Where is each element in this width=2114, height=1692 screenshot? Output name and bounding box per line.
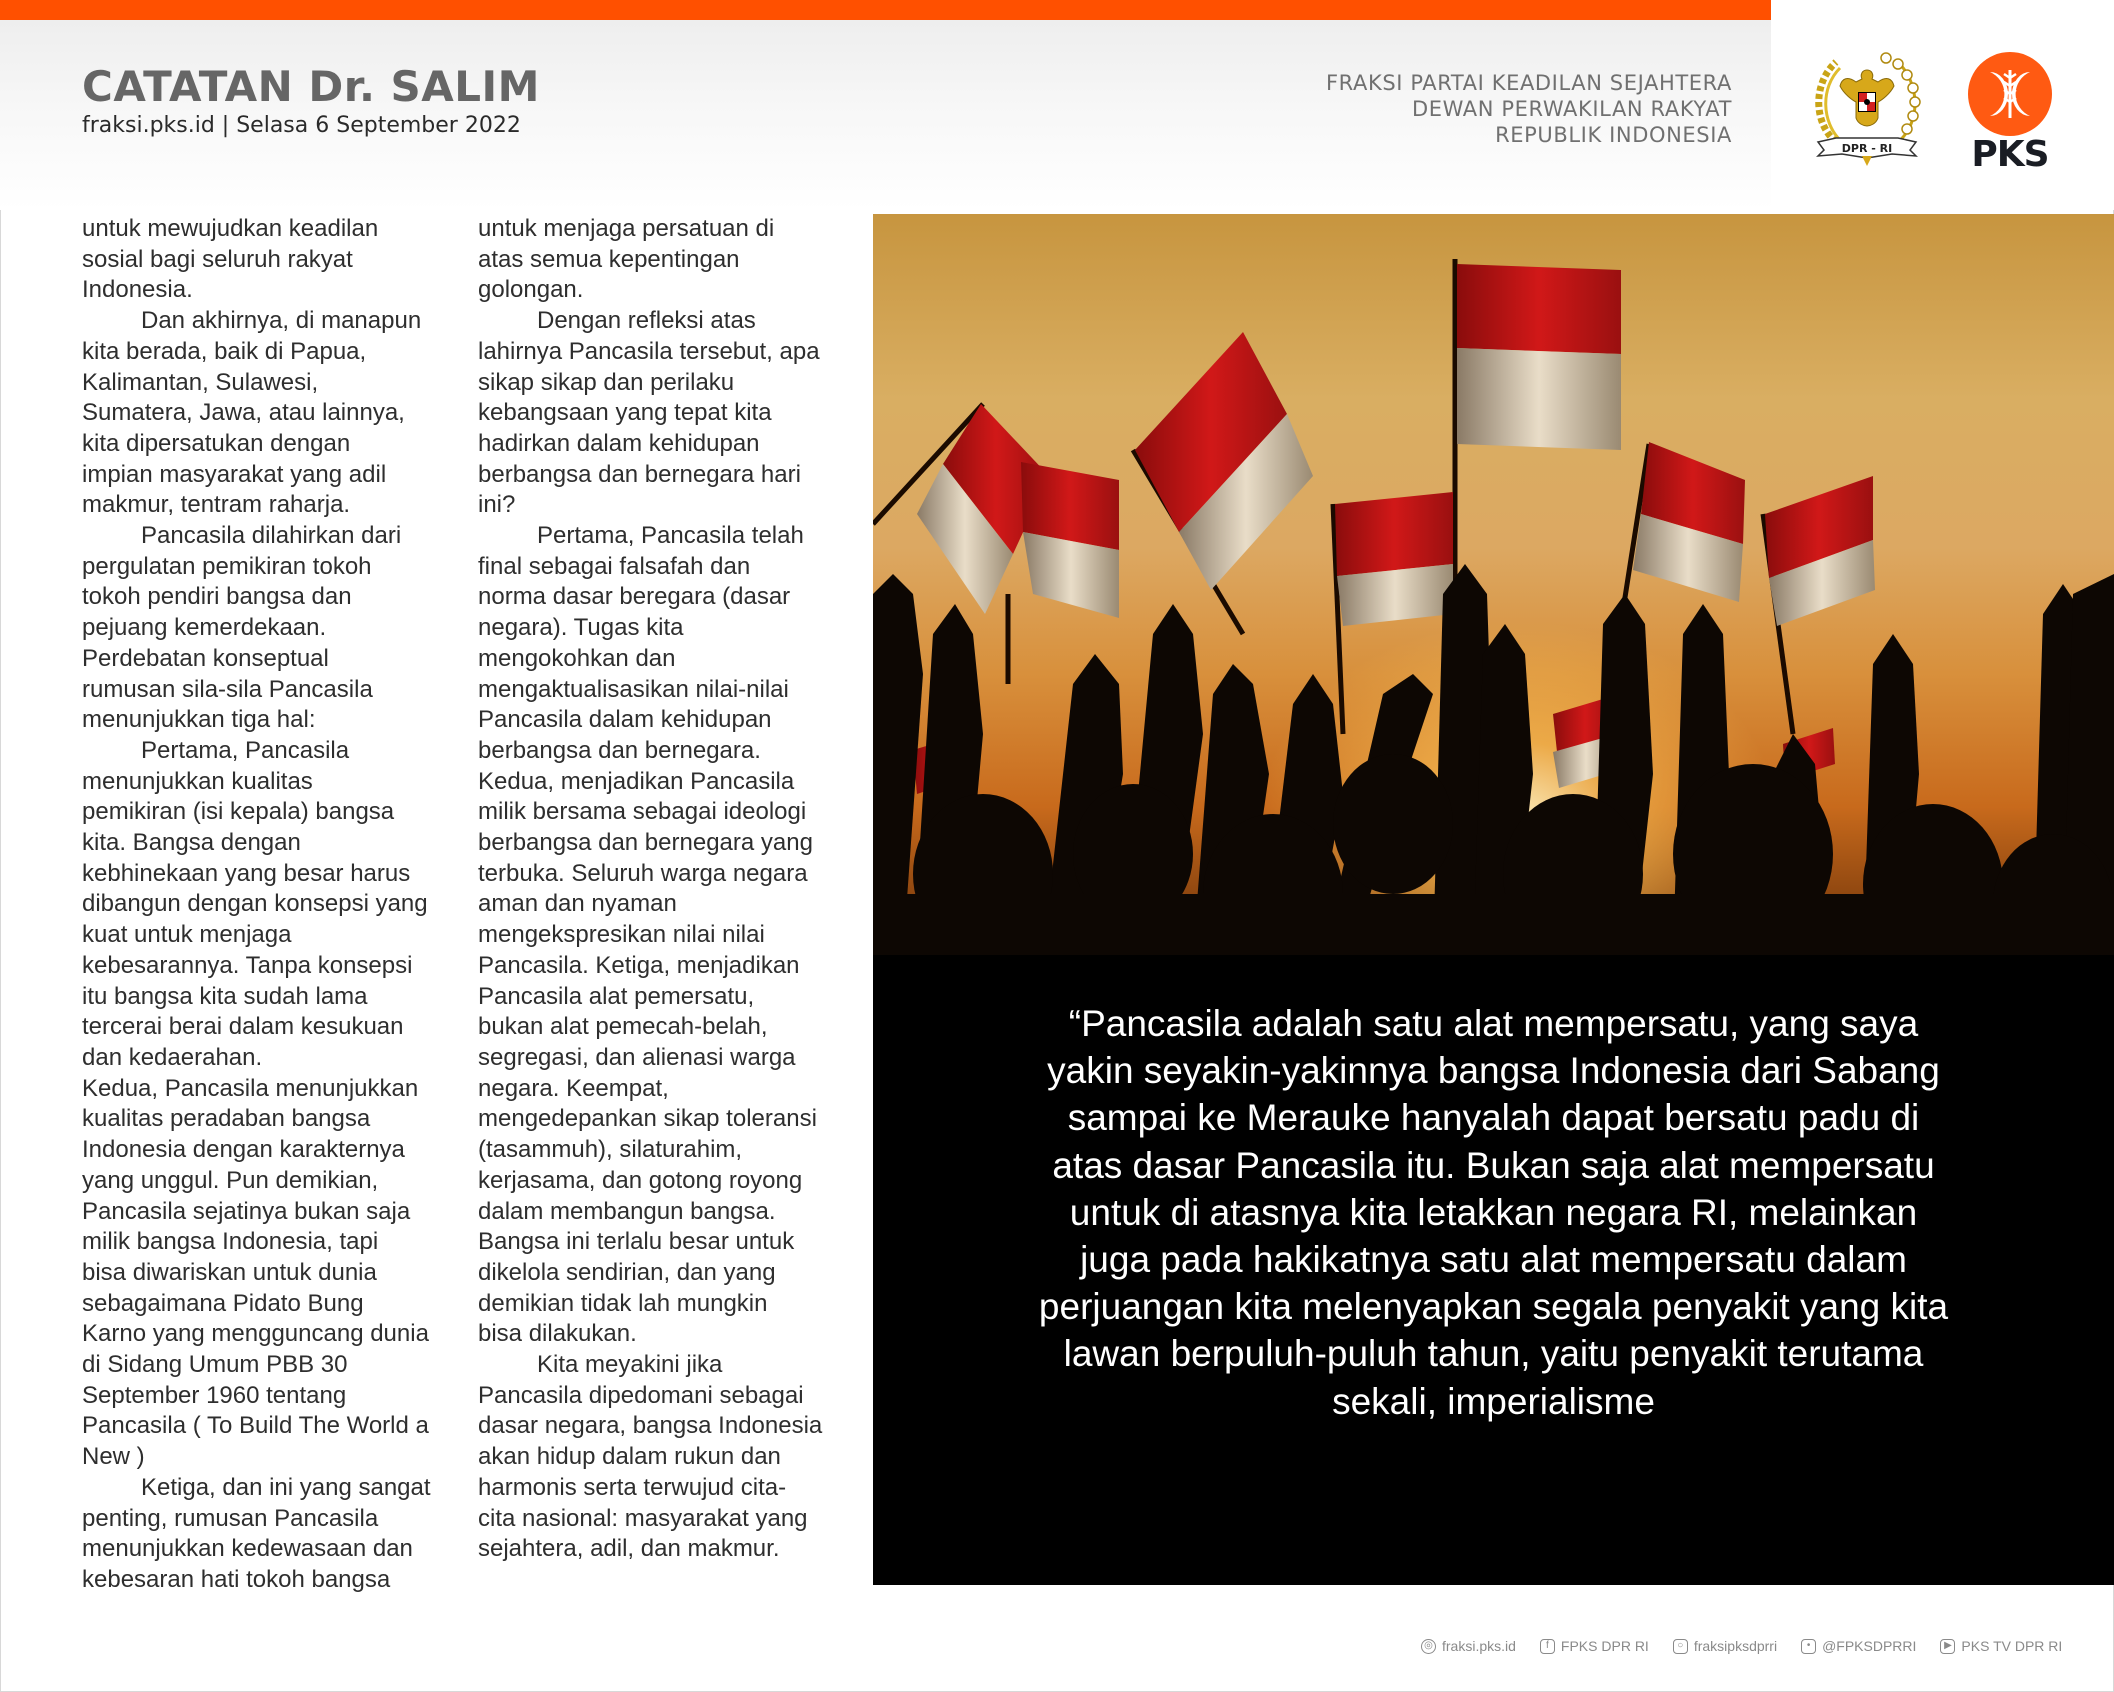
article-line: Pertama, Pancasila telah bbox=[537, 522, 804, 550]
footer-label: @FPKSDPRRI bbox=[1822, 1638, 1917, 1654]
pull-quote bbox=[873, 1000, 2114, 1425]
article-line: pejuang kemerdekaan. bbox=[82, 614, 327, 642]
article-line: dibangun dengan konsepsi yang bbox=[82, 890, 428, 918]
article-line: segregasi, dan alienasi warga bbox=[478, 1043, 796, 1071]
article-line: untuk menjaga persatuan di bbox=[478, 215, 775, 242]
article-line: mengekspresikan nilai nilai bbox=[478, 921, 765, 949]
photo-illustration bbox=[873, 214, 2114, 955]
dpr-ri-emblem-icon bbox=[1806, 44, 1928, 170]
article-line: kualitas peradaban bangsa bbox=[82, 1105, 371, 1133]
twitter-icon: • bbox=[1801, 1639, 1816, 1654]
article-line: sikap sikap dan perilaku bbox=[478, 368, 735, 396]
footer-label: fraksipksdprri bbox=[1693, 1638, 1778, 1654]
article-line: kebangsaan yang tepat kita bbox=[478, 399, 772, 427]
article-line: impian masyarakat yang adil bbox=[82, 460, 387, 488]
article-line: bukan alat pemecah-belah, bbox=[478, 1013, 768, 1041]
article-line: Kalimantan, Sulawesi, bbox=[82, 368, 319, 396]
article-line: final sebagai falsafah dan bbox=[478, 552, 751, 580]
pks-logo-text: PKS bbox=[1971, 134, 2049, 175]
flags-crowd-photo bbox=[873, 214, 2114, 955]
article-line: menunjukkan kualitas bbox=[82, 767, 313, 795]
article-line: kuat untuk menjaga bbox=[82, 921, 292, 949]
pks-logo bbox=[1960, 52, 2060, 176]
article-line: di Sidang Umum PBB 30 bbox=[82, 1351, 348, 1379]
org-line: FRAKSI PARTAI KEADILAN SEJAHTERA bbox=[1325, 71, 1732, 95]
article-line: (tasammuh), silaturahim, bbox=[478, 1136, 743, 1164]
article-line: ini? bbox=[478, 491, 516, 519]
org-line: REPUBLIK INDONESIA bbox=[1495, 123, 1732, 147]
article-line: Karno yang mengguncang dunia bbox=[82, 1320, 429, 1348]
article-line: Pertama, Pancasila bbox=[141, 736, 350, 764]
article-line: berbangsa dan bernegara yang bbox=[478, 829, 813, 857]
article-line: mengokohkan dan bbox=[478, 644, 676, 672]
quote-line: sekali, imperialisme bbox=[1332, 1380, 1655, 1422]
article-line: Bangsa ini terlalu besar untuk bbox=[478, 1228, 795, 1256]
article-line: makmur, tentram raharja. bbox=[82, 491, 351, 519]
youtube-icon: ▶ bbox=[1940, 1639, 1955, 1654]
article-line: Pancasila sejatinya bukan saja bbox=[82, 1197, 411, 1225]
article-line: bisa dilakukan. bbox=[478, 1320, 637, 1348]
article-line: Kedua, Pancasila menunjukkan bbox=[82, 1074, 419, 1102]
article-line: itu bangsa kita sudah lama bbox=[82, 982, 368, 1010]
article-line: terbuka. Seluruh warga negara bbox=[478, 859, 808, 887]
globe-icon: ◎ bbox=[1421, 1639, 1436, 1654]
article-line: demikian tidak lah mungkin bbox=[478, 1289, 768, 1317]
article-line: September 1960 tentang bbox=[82, 1381, 347, 1409]
article-line: pergulatan pemikiran tokoh bbox=[82, 552, 372, 580]
article-line: aman dan nyaman bbox=[478, 890, 677, 918]
article-line: Pancasila alat pemersatu, bbox=[478, 982, 755, 1010]
article-column-2 bbox=[478, 214, 858, 1565]
article-line: sosial bagi seluruh rakyat bbox=[82, 245, 353, 273]
footer-youtube-link[interactable] bbox=[1940, 1638, 2062, 1654]
article-line: mengaktualisasikan nilai-nilai bbox=[478, 675, 789, 703]
quote-line: lawan berpuluh-puluh tahun, yaitu penyakit terutama bbox=[1063, 1333, 1924, 1375]
footer-website-link[interactable] bbox=[1421, 1638, 1516, 1654]
article-line: kebhinekaan yang besar harus bbox=[82, 859, 411, 887]
top-accent-bar bbox=[0, 0, 1771, 20]
article-line: Pancasila ( To Build The World a bbox=[82, 1412, 429, 1440]
footer-twitter-link[interactable] bbox=[1801, 1638, 1916, 1654]
article-line: milik bersama sebagai ideologi bbox=[478, 798, 807, 826]
org-line: DEWAN PERWAKILAN RAKYAT bbox=[1411, 97, 1732, 121]
article-line: mengedepankan sikap toleransi bbox=[478, 1105, 817, 1133]
pks-crescent-icon bbox=[1968, 52, 2052, 136]
article-line: cita nasional: masyarakat yang bbox=[478, 1504, 808, 1532]
article-line: negara. Keempat, bbox=[478, 1074, 669, 1102]
article-line: dan kedaerahan. bbox=[82, 1043, 263, 1071]
article-line: Kita meyakini jika bbox=[537, 1351, 723, 1379]
article-line: kebesarannya. Tanpa konsepsi bbox=[82, 951, 413, 979]
article-line: dikelola sendirian, dan yang bbox=[478, 1258, 776, 1286]
article-line: sebagaimana Pidato Bung bbox=[82, 1289, 364, 1317]
article-line: berbangsa dan bernegara hari bbox=[478, 460, 801, 488]
article-line: Dan akhirnya, di manapun bbox=[141, 307, 422, 335]
quote-line: yakin seyakin-yakinnya bangsa Indonesia dari Sabang bbox=[1047, 1050, 1940, 1092]
dpr-ri-label: DPR - RI bbox=[1841, 142, 1893, 155]
article-line: Indonesia dengan karakternya bbox=[82, 1136, 405, 1164]
article-line: akan hidup dalam rukun dan bbox=[478, 1443, 781, 1471]
article-line: Sumatera, Jawa, atau lainnya, bbox=[82, 399, 405, 427]
article-line: menunjukkan kedewasaan dan bbox=[82, 1535, 413, 1563]
article-line: sejahtera, adil, dan makmur. bbox=[478, 1535, 780, 1563]
footer-label: fraksi.pks.id bbox=[1442, 1638, 1516, 1654]
facebook-icon: f bbox=[1540, 1639, 1555, 1654]
quote-line: “Pancasila adalah satu alat mempersatu, yang saya bbox=[1068, 1003, 1919, 1044]
article-line: Perdebatan konseptual bbox=[82, 644, 329, 672]
article-line: untuk mewujudkan keadilan bbox=[82, 215, 379, 242]
article-column-1 bbox=[82, 214, 462, 1596]
article-line: berbangsa dan bernegara. bbox=[478, 736, 761, 764]
quote-line: perjuangan kita melenyapkan segala penyakit yang kita bbox=[1038, 1286, 1949, 1328]
footer-instagram-link[interactable] bbox=[1673, 1638, 1777, 1654]
article-line: menunjukkan tiga hal: bbox=[82, 706, 316, 734]
article-line: lahirnya Pancasila tersebut, apa bbox=[478, 337, 820, 365]
article-line: kita. Bangsa dengan bbox=[82, 829, 301, 857]
article-line: Pancasila dilahirkan dari bbox=[141, 522, 402, 550]
article-line: Pancasila dipedomani sebagai bbox=[478, 1381, 804, 1409]
article-line: negara). Tugas kita bbox=[478, 614, 684, 642]
article-line: kita berada, baik di Papua, bbox=[82, 337, 367, 365]
footer-label: PKS TV DPR RI bbox=[1961, 1638, 2063, 1654]
article-line: bisa diwariskan untuk dunia bbox=[82, 1258, 377, 1286]
article-line: Kedua, menjadikan Pancasila bbox=[478, 767, 795, 795]
article-line: kebesaran hati tokoh bangsa bbox=[82, 1565, 391, 1593]
article-line: Pancasila. Ketiga, menjadikan bbox=[478, 951, 800, 979]
page-subtitle: fraksi.pks.id | Selasa 6 September 2022 bbox=[82, 113, 521, 138]
footer-label: FPKS DPR RI bbox=[1560, 1638, 1649, 1654]
article-line: harmonis serta terwujud cita- bbox=[478, 1473, 787, 1501]
article-line: kita dipersatukan dengan bbox=[82, 429, 351, 457]
article-line: Indonesia. bbox=[82, 276, 193, 304]
article-line: kerjasama, dan gotong royong bbox=[478, 1166, 803, 1194]
quote-line: atas dasar Pancasila itu. Bukan saja alat mempersatu bbox=[1052, 1144, 1935, 1186]
article-line: rumusan sila-sila Pancasila bbox=[82, 675, 373, 703]
instagram-icon: ○ bbox=[1673, 1639, 1688, 1654]
article-line: yang unggul. Pun demikian, bbox=[82, 1166, 379, 1194]
article-line: penting, rumusan Pancasila bbox=[82, 1504, 379, 1532]
article-line: hadirkan dalam kehidupan bbox=[478, 429, 760, 457]
article-line: norma dasar beregara (dasar bbox=[478, 583, 791, 611]
quote-line: untuk di atasnya kita letakkan negara RI, melainkan bbox=[1069, 1191, 1918, 1233]
footer-facebook-link[interactable] bbox=[1540, 1638, 1649, 1654]
quote-line: sampai ke Merauke hanyalah dapat bersatu padu di bbox=[1067, 1097, 1920, 1139]
article-line: tercerai berai dalam kesukuan bbox=[82, 1013, 404, 1041]
article-line: dalam membangun bangsa. bbox=[478, 1197, 776, 1225]
article-line: pemikiran (isi kepala) bangsa bbox=[82, 798, 395, 826]
article-line: tokoh pendiri bangsa dan bbox=[82, 583, 352, 611]
article-line: Ketiga, dan ini yang sangat bbox=[141, 1473, 431, 1501]
organization-name bbox=[1326, 70, 1732, 148]
article-line: milik bangsa Indonesia, tapi bbox=[82, 1228, 379, 1256]
article-line: atas semua kepentingan bbox=[478, 245, 740, 273]
article-line: New ) bbox=[82, 1443, 145, 1471]
article-line: Pancasila dalam kehidupan bbox=[478, 706, 772, 734]
quote-line: juga pada hakikatnya satu alat mempersatu dalam bbox=[1080, 1239, 1907, 1281]
page-title: CATATAN Dr. SALIM bbox=[82, 62, 540, 111]
article-line: golongan. bbox=[478, 276, 584, 304]
article-line: dasar negara, bangsa Indonesia bbox=[478, 1412, 823, 1440]
pks-logo-circle bbox=[1968, 52, 2052, 136]
social-footer bbox=[1421, 1632, 2062, 1660]
article-line: Dengan refleksi atas bbox=[537, 307, 756, 335]
